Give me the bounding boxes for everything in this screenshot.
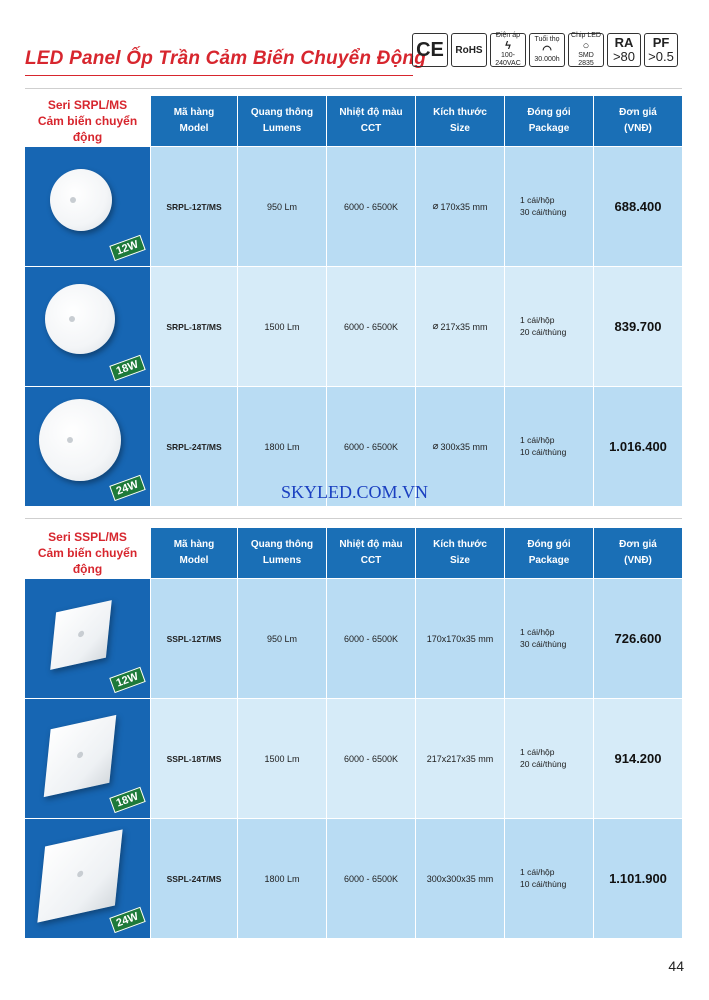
certification-badges <box>412 33 678 67</box>
lumens-cell: 1800 Lm <box>237 819 326 938</box>
cct-cell: 6000 - 6500K <box>326 579 415 698</box>
price-cell: 914.200 <box>593 699 682 818</box>
bulb-icon: ○ <box>582 40 590 53</box>
table-row <box>25 266 682 386</box>
header-model: Mã hàng Model <box>150 96 237 146</box>
header-price: Đơn giá (VNĐ) <box>593 528 682 578</box>
product-table-sspl <box>25 528 682 938</box>
watermark-text: SKYLED.COM.VN <box>280 482 428 502</box>
model-cell: SSPL-24T/MS <box>150 819 237 938</box>
price-cell: 726.600 <box>593 579 682 698</box>
price-cell: 1.016.400 <box>593 387 682 506</box>
lumens-cell: 1500 Lm <box>237 699 326 818</box>
lifetime-value: 30.000h <box>534 56 560 64</box>
model-cell: SSPL-12T/MS <box>150 579 237 698</box>
product-image <box>25 147 150 266</box>
price-cell: 1.101.900 <box>593 819 682 938</box>
lumens-cell: 950 Lm <box>237 579 326 698</box>
voltage-label: Điện áp <box>495 32 521 40</box>
cct-cell: 6000 - 6500K <box>326 819 415 938</box>
divider <box>25 88 682 89</box>
series-name: Seri SRPL/MS <box>47 97 128 112</box>
package-cell: 1 cái/hộp 30 cái/thùng <box>504 147 593 266</box>
pf-value: >0.5 <box>648 49 674 64</box>
series-name: Seri SSPL/MS <box>48 529 127 544</box>
ce-mark-icon: CE <box>412 33 448 67</box>
cct-cell: 6000 - 6500K <box>326 147 415 266</box>
table-header <box>25 96 682 146</box>
diameter-icon: ⌀ <box>432 321 439 332</box>
size-cell: ⌀ 300x35 mm <box>415 387 504 506</box>
pf-badge <box>644 33 678 67</box>
chip-badge <box>568 33 604 67</box>
header-cct: Nhiệt độ màu CCT <box>326 96 415 146</box>
model-cell: SRPL-18T/MS <box>150 267 237 386</box>
series-label <box>25 528 150 578</box>
square-panel-image <box>37 829 122 922</box>
cct-cell: 6000 - 6500K <box>326 267 415 386</box>
header-size: Kích thước Size <box>415 528 504 578</box>
product-image <box>25 267 150 386</box>
size-cell: ⌀ 217x35 mm <box>415 267 504 386</box>
wattage-badge: 12W <box>110 235 146 261</box>
lumens-cell: 950 Lm <box>237 147 326 266</box>
page-number: 44 <box>668 958 684 974</box>
header-package: Đóng gói Package <box>504 528 593 578</box>
divider <box>25 518 682 519</box>
table-row <box>25 698 682 818</box>
header-package: Đóng gói Package <box>504 96 593 146</box>
lightning-icon: ϟ <box>505 40 511 53</box>
price-cell: 839.700 <box>593 267 682 386</box>
series-subtitle: Cảm biến chuyển động <box>37 545 138 577</box>
product-image <box>25 699 150 818</box>
chip-label: Chip LED <box>571 32 601 40</box>
round-panel-image <box>45 284 115 354</box>
price-cell: 688.400 <box>593 147 682 266</box>
product-image <box>25 819 150 938</box>
model-cell: SRPL-24T/MS <box>150 387 237 506</box>
gauge-icon: ◠ <box>542 43 552 56</box>
header-lumens: Quang thông Lumens <box>237 96 326 146</box>
lifetime-label: Tuổi thọ <box>534 36 560 44</box>
header-cct: Nhiệt độ màu CCT <box>326 528 415 578</box>
ra-value: >80 <box>612 49 636 64</box>
package-cell: 1 cái/hộp 20 cái/thùng <box>504 699 593 818</box>
table-header <box>25 528 682 578</box>
size-cell: ⌀ 170x35 mm <box>415 147 504 266</box>
wattage-badge: 24W <box>110 475 146 501</box>
table-row <box>25 146 682 266</box>
wattage-badge: 18W <box>110 355 146 381</box>
chip-value: SMD 2835 <box>578 52 594 67</box>
title-underline <box>25 75 413 76</box>
series-subtitle: Cảm biến chuyển động <box>37 113 138 145</box>
wattage-badge: 12W <box>110 667 146 693</box>
square-panel-image <box>50 600 112 670</box>
size-cell: 217x217x35 mm <box>415 699 504 818</box>
voltage-badge <box>490 33 526 67</box>
series-label <box>25 96 150 146</box>
wattage-badge: 18W <box>110 787 146 813</box>
cct-cell: 6000 - 6500K <box>326 699 415 818</box>
package-cell: 1 cái/hộp 10 cái/thùng <box>504 387 593 506</box>
page-title: LED Panel Ốp Trần Cảm Biến Chuyển Động <box>25 48 427 69</box>
model-cell: SSPL-18T/MS <box>150 699 237 818</box>
diameter-icon: ⌀ <box>432 441 439 452</box>
round-panel-image <box>39 399 121 481</box>
header-price: Đơn giá (VNĐ) <box>593 96 682 146</box>
product-table-srpl <box>25 96 682 506</box>
table-row <box>25 578 682 698</box>
header-size: Kích thước Size <box>415 96 504 146</box>
header-lumens: Quang thông Lumens <box>237 528 326 578</box>
diameter-icon: ⌀ <box>432 201 439 212</box>
lumens-cell: 1500 Lm <box>237 267 326 386</box>
table-row <box>25 818 682 938</box>
model-cell: SRPL-12T/MS <box>150 147 237 266</box>
size-cell: 300x300x35 mm <box>415 819 504 938</box>
package-cell: 1 cái/hộp 30 cái/thùng <box>504 579 593 698</box>
rohs-icon: RoHS <box>451 33 487 67</box>
ra-badge <box>607 33 641 67</box>
wattage-badge: 24W <box>110 907 146 933</box>
voltage-value: 100-240VAC <box>495 52 521 67</box>
package-cell: 1 cái/hộp 10 cái/thùng <box>504 819 593 938</box>
ra-label: RA <box>614 34 634 50</box>
header-model: Mã hàng Model <box>150 528 237 578</box>
cct-cell: 6000 - 6500K <box>326 387 415 506</box>
package-cell: 1 cái/hộp 20 cái/thùng <box>504 267 593 386</box>
pf-label: PF <box>652 34 670 50</box>
square-panel-image <box>44 715 117 797</box>
lumens-cell: 1800 Lm <box>237 387 326 506</box>
lifetime-badge <box>529 33 565 67</box>
product-image <box>25 579 150 698</box>
size-cell: 170x170x35 mm <box>415 579 504 698</box>
round-panel-image <box>50 169 112 231</box>
